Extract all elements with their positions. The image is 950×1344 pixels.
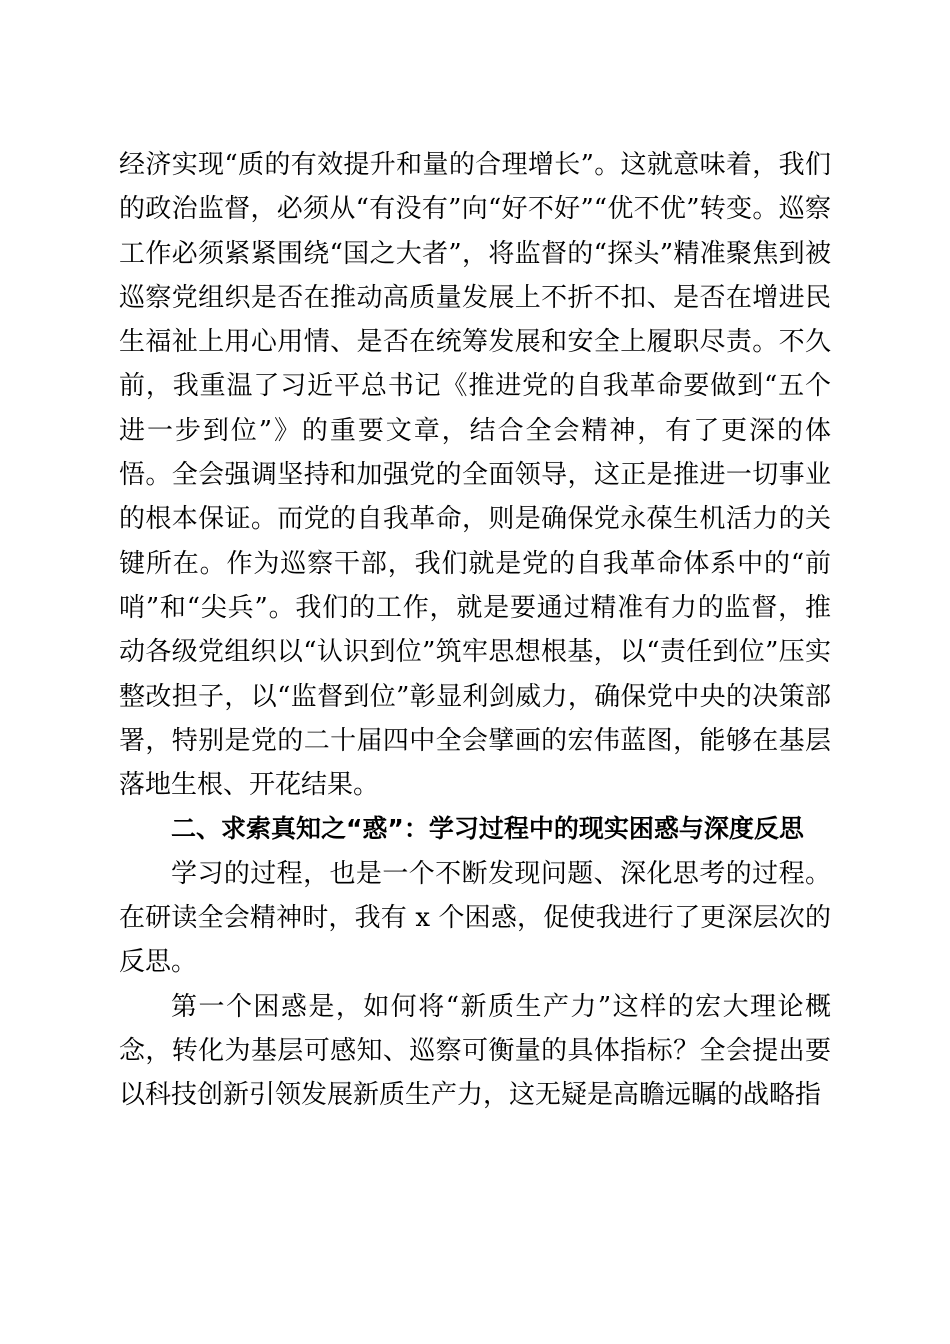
document-body [119,143,831,1118]
section-heading-2: 二、求索真知之“惑”：学习过程中的现实困惑与深度反思 [171,814,804,844]
paragraph-first-confusion: 第一个困惑是，如何将“新质生产力”这样的宏大理论概念，转化为基层可感知、巡察可衡量的具体指标？全会提出要以科技创新引领发展新质生产力，这无疑是高瞻远瞩的战略指 [119,991,831,1111]
paragraph-intro: 学习的过程，也是一个不断发现问题、深化思考的过程。在研读全会精神时，我有 x 个困惑，促使我进行了更深层次的反思。 [119,858,831,978]
paragraph-continuation: 经济实现“质的有效提升和量的合理增长”。这就意味着，我们的政治监督，必须从“有没有”向“好不好”“优不优”转变。巡察工作必须紧紧围绕“国之大者”，将监督的“探头”精准聚焦到被巡察党组织是否在推动高质量发展上不折不扣、是否在增进民生福祉上用心用情、是否在统筹发展和安全上履职尽责。不久前，我重温了习近平总书记《推进党的自我革命要做到“五个进一步到位”》的重要文章，结合全会精神，有了更深的体悟。全会强调坚持和加强党的全面领导，这正是推进一切事业的根本保证。而党的自我革命，则是确保党永葆生机活力的关键所在。作为巡察干部，我们就是党的自我革命体系中的“前哨”和“尖兵”。我们的工作，就是要通过精准有力的监督，推动各级党组织以“认识到位”筑牢思想根基，以“责任到位”压实整改担子，以“监督到位”彰显利剑威力，确保党中央的决策部署，特别是党的二十届四中全会擘画的宏伟蓝图，能够在基层落地生根、开花结果。 [119,150,831,801]
